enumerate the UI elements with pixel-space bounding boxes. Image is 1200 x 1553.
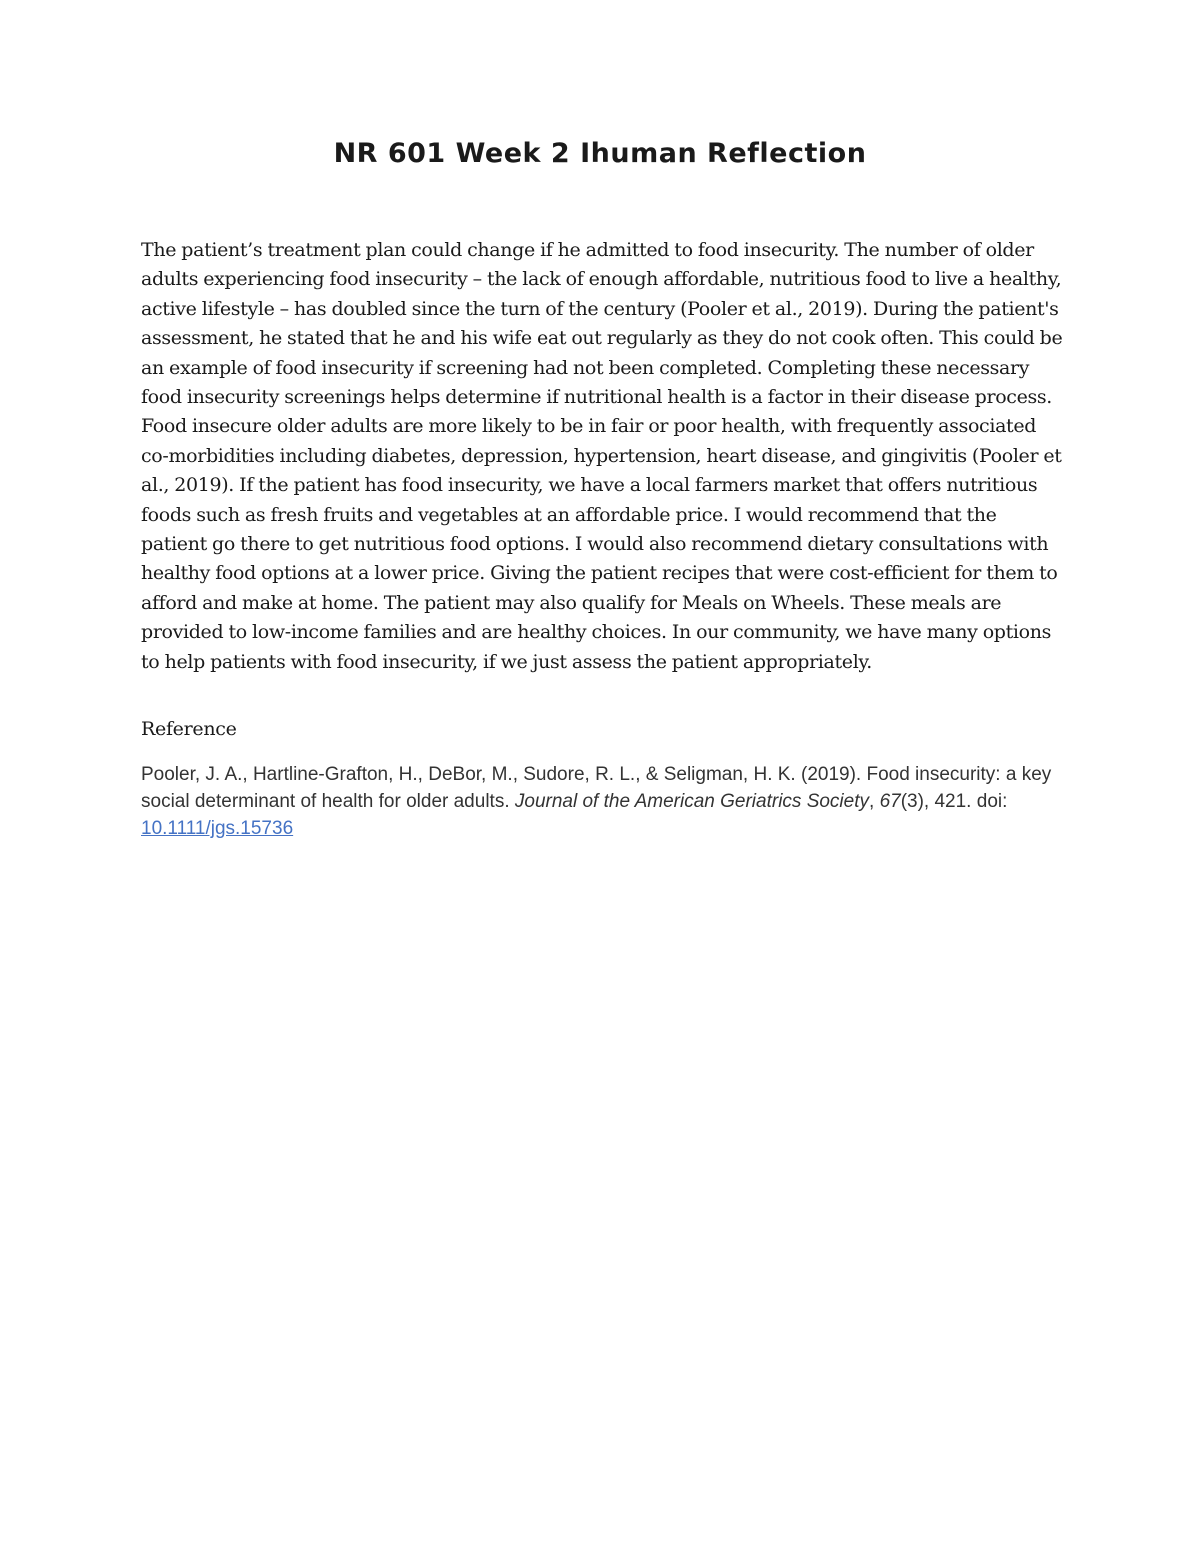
reference-journal: Journal of the American Geriatrics Society (514, 791, 869, 812)
reflection-paragraph: The patient’s treatment plan could change if he admitted to food insecurity. The number of older adults experiencing food insecurity – the lack of enough affordable, nutritious food to live a healthy, active lifestyle – has doubled since the turn of the century (Pooler et al., 2019). During the patient's assessment, he stated that he and his wife eat out regularly as they do not cook often. This could be an example of food insecurity if screening had not been completed. Completing these necessary food insecurity screenings helps determine if nutritional health is a factor in their disease process. Food insecure older adults are more likely to be in fair or poor health, with frequently associated co-morbidities including diabetes, depression, hypertension, heart disease, and gingivitis (Pooler et al., 2019). If the patient has food insecurity, we have a local farmers market that offers nutritious foods such as fresh fruits and vegetables at an affordable price. I would recommend that the patient go there to get nutritious food options. I would also recommend dietary consultations with healthy food options at a lower price. Giving the patient recipes that were cost-efficient for them to afford and make at home. The patient may also qualify for Meals on Wheels. These meals are provided to low-income families and are healthy choices. In our community, we have many options to help patients with food insecurity, if we just assess the patient appropriately. (141, 239, 1063, 673)
reference-heading: Reference (141, 718, 237, 740)
reference-separator: , (869, 791, 880, 812)
reference-volume: 67 (879, 791, 901, 812)
reference-issue-pages: (3), 421. (900, 791, 972, 812)
reference-entry (141, 761, 1061, 842)
reference-authors-title: Pooler, J. A., Hartline-Grafton, H., DeBor, M., Sudore, R. L., & Seligman, H. K. (2019). Food insecurity: a key social determinant of health for older adults. (141, 764, 1052, 812)
reference-doi-prefix: doi: (971, 791, 1008, 812)
doi-link[interactable]: 10.1111/jgs.15736 (141, 818, 294, 839)
document-title: NR 601 Week 2 Ihuman Reflection (333, 138, 867, 169)
